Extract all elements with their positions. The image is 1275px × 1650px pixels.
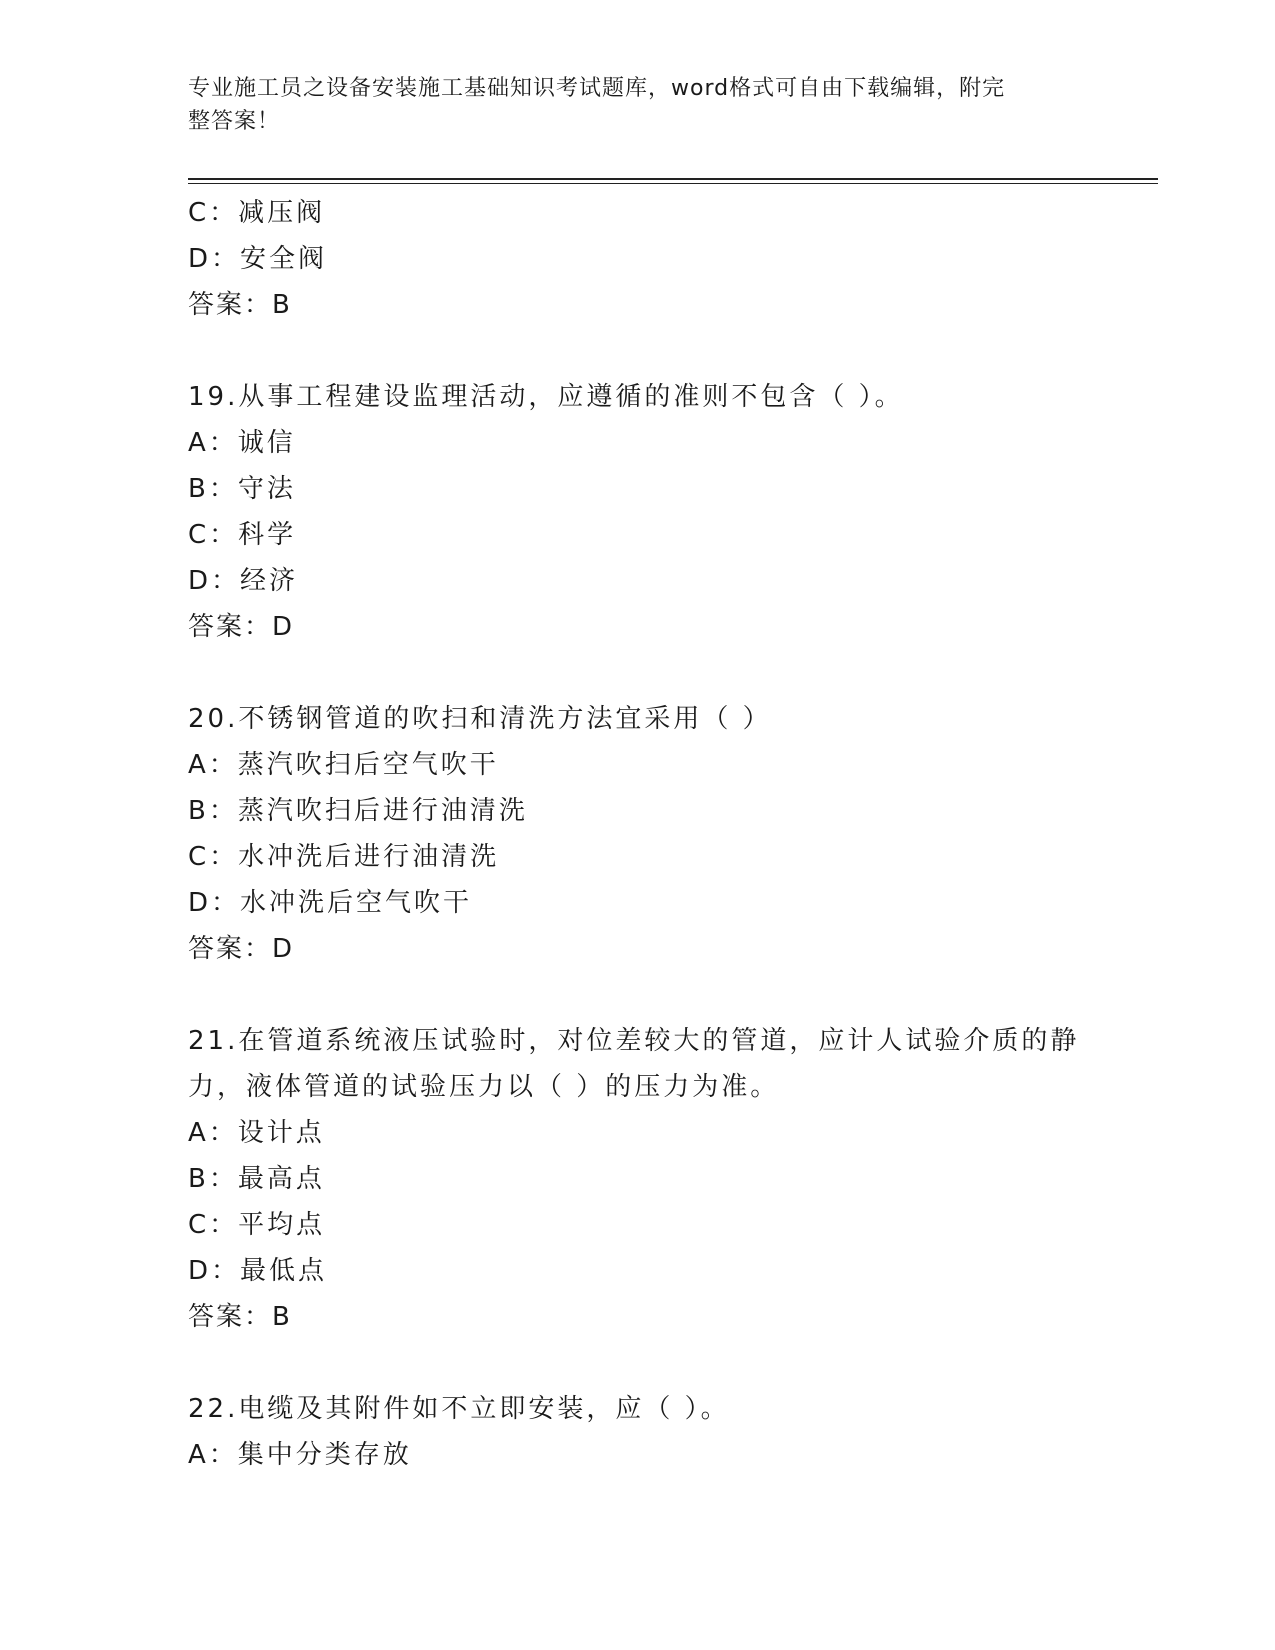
answer-line: 答案：B	[188, 1302, 292, 1332]
question-stem: 22.电缆及其附件如不立即安装，应（ ）。	[188, 1394, 730, 1424]
page-header	[188, 72, 1088, 138]
option-a: A：集中分类存放	[188, 1440, 412, 1470]
option-a: A：蒸汽吹扫后空气吹干	[188, 750, 499, 780]
spacer	[188, 650, 1088, 696]
header-line-2: 整答案！	[188, 109, 281, 134]
option-b: B：最高点	[188, 1164, 325, 1194]
question-22	[188, 1386, 1088, 1478]
answer-line: 答案：D	[188, 934, 295, 964]
question-stem: 19.从事工程建设监理活动，应遵循的准则不包含（ ）。	[188, 382, 904, 412]
question-20	[188, 696, 1088, 972]
option-c: C：科学	[188, 520, 297, 550]
question-19	[188, 374, 1088, 650]
option-d: D：安全阀	[188, 244, 328, 274]
question-stem-line-1: 21.在管道系统液压试验时，对位差较大的管道，应计人试验介质的静	[188, 1026, 1080, 1056]
question-18-continuation	[188, 190, 1088, 328]
option-b: B：守法	[188, 474, 296, 504]
option-c: C：平均点	[188, 1210, 326, 1240]
question-stem-line-2: 力，液体管道的试验压力以（ ）的压力为准。	[188, 1072, 780, 1102]
option-b: B：蒸汽吹扫后进行油清洗	[188, 796, 528, 826]
option-a: A：诚信	[188, 428, 296, 458]
answer-line: 答案：D	[188, 612, 295, 642]
header-rule-thin	[188, 183, 1158, 184]
spacer	[188, 1340, 1088, 1386]
header-rule-thick	[188, 178, 1158, 180]
option-d: D：水冲洗后空气吹干	[188, 888, 473, 918]
spacer	[188, 972, 1088, 1018]
header-line-1: 专业施工员之设备安装施工基础知识考试题库，word格式可自由下载编辑，附完	[188, 76, 1006, 101]
question-21	[188, 1018, 1088, 1340]
option-d: D：最低点	[188, 1256, 328, 1286]
option-d: D：经济	[188, 566, 299, 596]
option-a: A：设计点	[188, 1118, 325, 1148]
question-list	[188, 190, 1088, 1478]
question-stem: 20.不锈钢管道的吹扫和清洗方法宜采用（ ）	[188, 704, 772, 734]
answer-line: 答案：B	[188, 290, 292, 320]
option-c: C：水冲洗后进行油清洗	[188, 842, 500, 872]
option-c: C：减压阀	[188, 198, 326, 228]
spacer	[188, 328, 1088, 374]
